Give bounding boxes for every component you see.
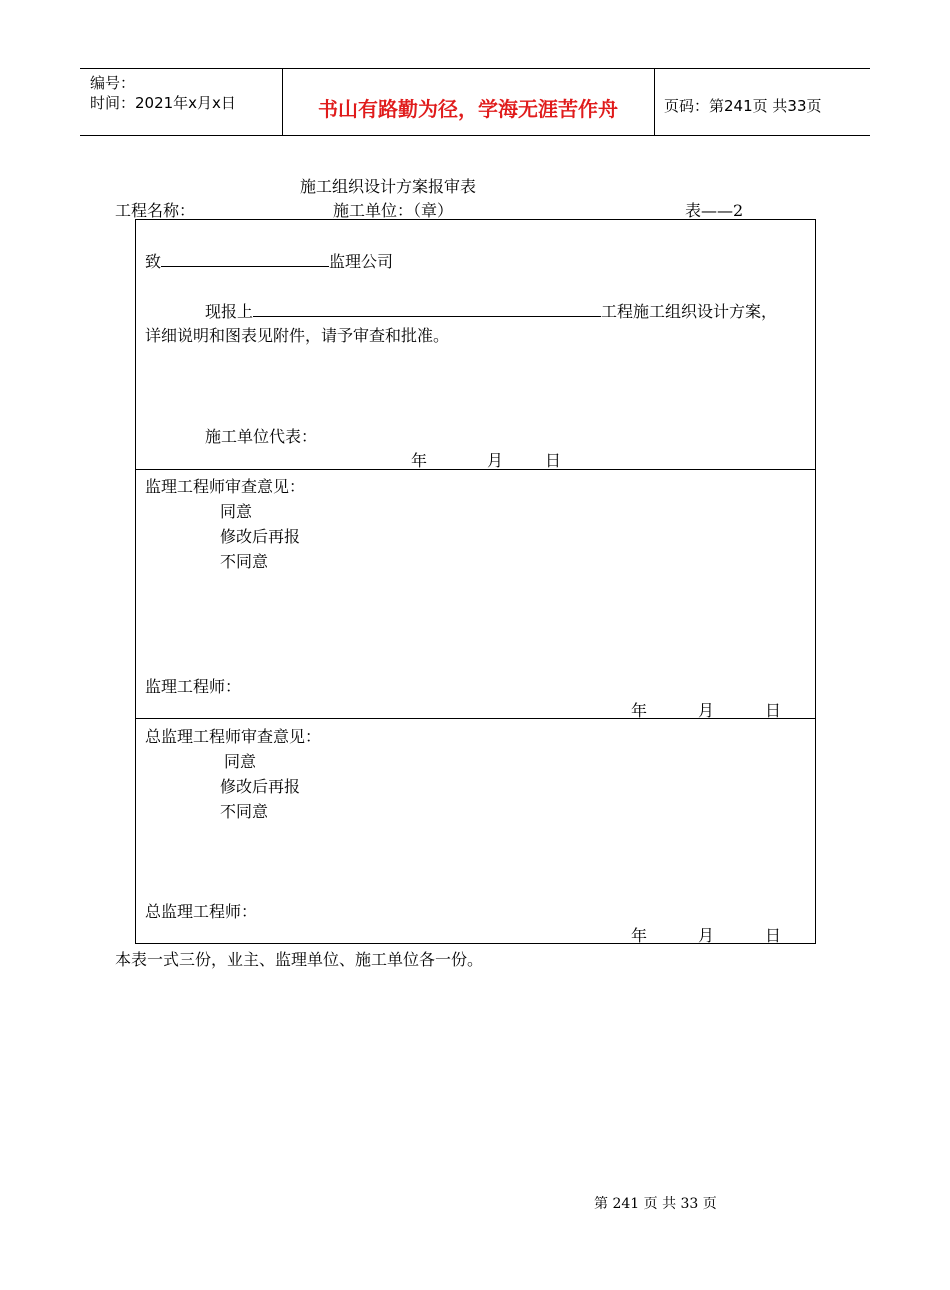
option-disagree[interactable]: 不同意 [220,552,269,571]
addressee-suffix: 监理公司 [329,252,394,271]
document-number-label: 编号： [90,74,136,92]
table-number: 表——2 [685,201,744,220]
form-title: 施工组织设计方案报审表 [300,177,477,196]
header-motto: 书山有路勤为径，学海无涯苦作舟 [318,97,618,121]
report-prefix: 现报上 [205,302,254,321]
header-divider [654,69,655,135]
chief-supervisor-review-heading: 总监理工程师审查意见： [145,727,322,746]
construction-unit-label: 施工单位：（章） [333,201,454,220]
page-footer: 第 241 页 共 33 页 [594,1196,717,1212]
section-divider [136,469,815,470]
document-header [80,68,870,136]
date-day: 日 [545,451,562,470]
option-disagree[interactable]: 不同意 [220,802,269,821]
project-name-label: 工程名称： [115,201,196,220]
date-day: 日 [765,701,782,720]
header-page-info: 页码：第241页 共33页 [664,97,822,115]
date-month: 月 [698,926,715,945]
report-suffix: 工程施工组织设计方案， [601,302,778,321]
supervisor-signature-label: 监理工程师： [145,677,242,696]
option-revise[interactable]: 修改后再报 [220,777,301,796]
date-month: 月 [487,451,504,470]
option-revise[interactable]: 修改后再报 [220,527,301,546]
supervisor-company-blank[interactable] [161,249,329,267]
addressee-prefix: 致 [145,252,162,271]
report-line-2: 详细说明和图表见附件，请予审查和批准。 [145,326,450,345]
option-agree[interactable]: 同意 [220,502,253,521]
report-line [205,299,777,322]
chief-supervisor-signature-label: 总监理工程师： [145,902,258,921]
date-year: 年 [411,451,428,470]
date-month: 月 [698,701,715,720]
date-day: 日 [765,926,782,945]
project-name-blank[interactable] [253,299,601,317]
addressee-line [145,249,393,272]
document-date: 时间：2021年x月x日 [90,94,236,112]
representative-label: 施工单位代表： [205,427,318,446]
date-year: 年 [631,926,648,945]
supervisor-review-heading: 监理工程师审查意见： [145,477,306,496]
approval-form [135,219,816,944]
date-year: 年 [631,701,648,720]
form-footnote: 本表一式三份，业主、监理单位、施工单位各一份。 [115,950,484,969]
option-agree[interactable]: 同意 [224,752,257,771]
